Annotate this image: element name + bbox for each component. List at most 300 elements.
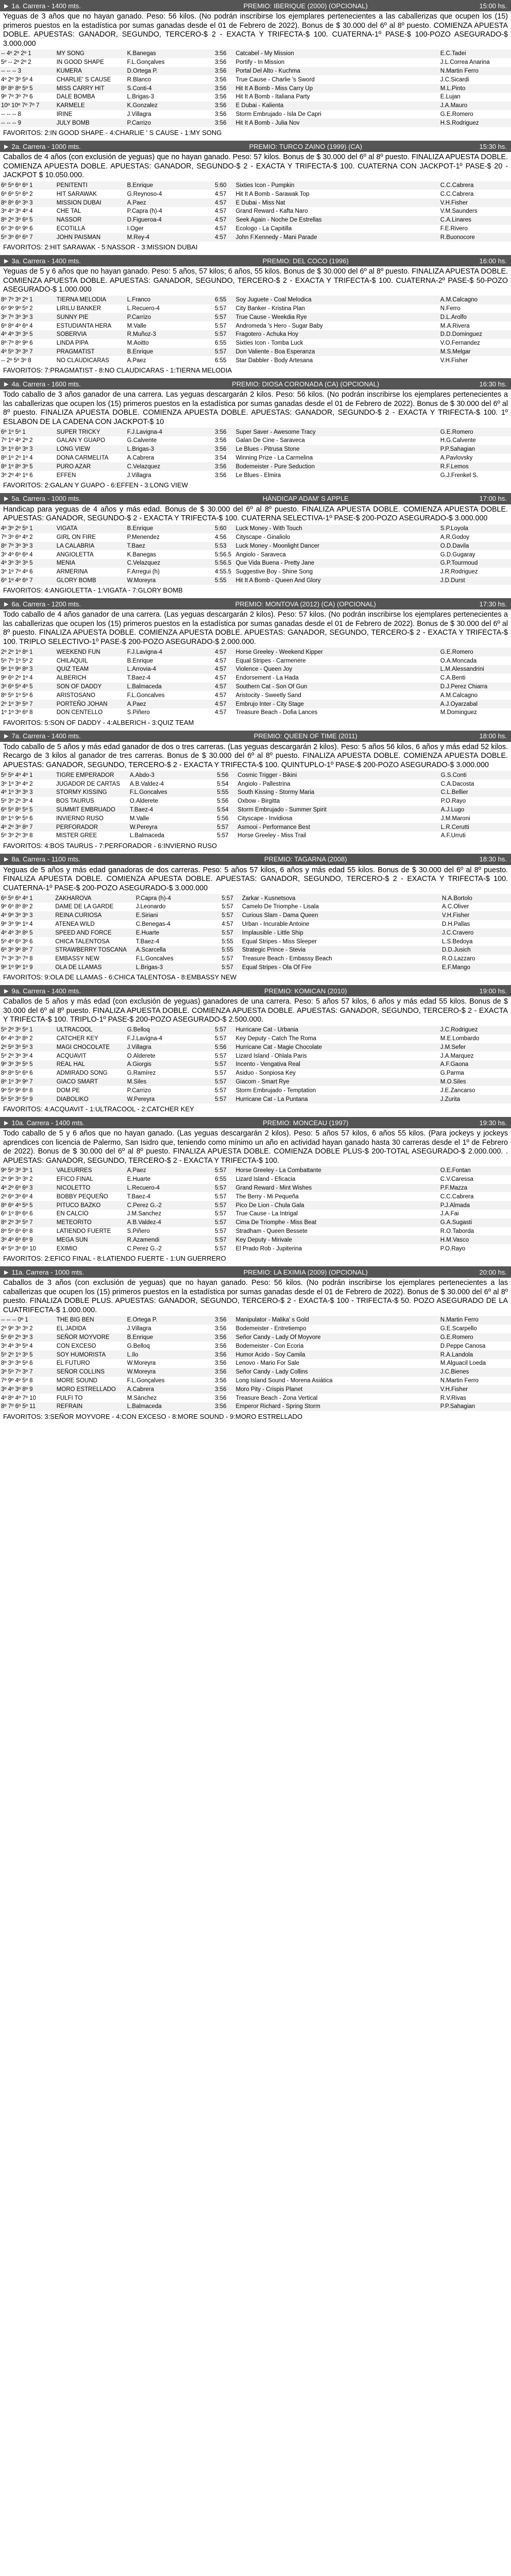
age-weight: 5:57 bbox=[214, 1235, 234, 1244]
trainer: H.M.Vasco bbox=[439, 1235, 511, 1244]
table-row bbox=[0, 963, 511, 972]
age-weight: 5:57 bbox=[216, 823, 236, 832]
recent-form: 3º 4º 3º 4º 4 bbox=[1, 208, 33, 215]
horse-name: MEGA SUN bbox=[56, 1235, 126, 1244]
trainer: P.O.Rayo bbox=[440, 1245, 466, 1252]
age-weight: 4:57 bbox=[214, 665, 234, 674]
recent-form: 8º 1º 8º 3º 5 bbox=[0, 462, 56, 471]
pedigree: Embrujo Inter - City Stage bbox=[235, 700, 439, 708]
race-section bbox=[0, 378, 511, 493]
age-weight: 5:57 bbox=[222, 904, 233, 910]
horse-name: GALAN Y GUAPO bbox=[56, 437, 105, 444]
jockey: O.Alderete bbox=[127, 1053, 156, 1059]
recent-form: 8º 1º 3º 9º 7 bbox=[0, 1078, 56, 1087]
trainer: G.A.Sugasti bbox=[439, 1218, 511, 1227]
race-title: 10a. Carrera - 1400 mts. bbox=[11, 1118, 85, 1127]
pedigree: Horse Greeley - Miss Trail bbox=[237, 833, 306, 839]
pedigree: Bodemeister - Pure Seduction bbox=[235, 462, 439, 471]
age-weight: 5:57 bbox=[222, 956, 233, 962]
trainer: G.E.Romero bbox=[439, 428, 511, 436]
recent-form: 2º 1º 3º 5º 7 bbox=[0, 700, 56, 708]
age-weight: 3:56 bbox=[214, 49, 234, 58]
pedigree: Treasure Beach - Dofia Lances bbox=[235, 709, 318, 716]
favorites: FAVORITOS: 2:IN GOOD SHAPE - 4:CHARLIE ' S CAUSE - 1:MY SONG bbox=[3, 129, 222, 137]
table-row bbox=[0, 674, 511, 683]
favorites: FAVORITOS: 4:ACQUAVIT - 1:ULTRACOOL - 2:CATCHER KEY bbox=[3, 1105, 194, 1113]
pedigree: Emperor Richard - Spring Storm bbox=[235, 1402, 439, 1411]
age-weight: 3:56 bbox=[215, 1378, 227, 1384]
jockey: A.Paez bbox=[126, 700, 214, 708]
trainer: L.R.Cerutti bbox=[440, 823, 511, 832]
pedigree: Hurricane Cat - Urbania bbox=[235, 1026, 439, 1035]
horse-name: BOBBY PEQUEÑO bbox=[56, 1193, 108, 1200]
race-prize: PREMIO: MONTOVA (2012) (CA) (OPCIONAL) bbox=[235, 600, 376, 608]
recent-form: 9º 3º 3º 5º 5 bbox=[0, 1060, 56, 1069]
age-weight: 5:57 bbox=[214, 1166, 234, 1175]
table-row bbox=[0, 708, 511, 717]
race-prize: PREMIO: TURCO ZAINO (1999) (CA) bbox=[249, 142, 362, 150]
recent-form: 5º 3º 2º 3º 4 bbox=[1, 798, 33, 805]
recent-form: 6º 5º 8º 5º 5 bbox=[0, 806, 55, 815]
recent-form: 2º 9º 3º 3º 2 bbox=[1, 1176, 33, 1183]
trainer: V.H.Fisher bbox=[439, 1385, 511, 1394]
recent-form: 6º 9º 9º 5º 2 bbox=[1, 305, 33, 312]
pedigree: Curious Slam - Dama Queen bbox=[241, 911, 441, 920]
age-weight: 5:56 bbox=[214, 1043, 234, 1052]
jockey: B.Enrique bbox=[126, 348, 214, 357]
table-row bbox=[0, 1235, 511, 1244]
age-weight: 4:57 bbox=[214, 683, 234, 691]
trainer: M.A.Rivera bbox=[440, 323, 470, 329]
recent-form: 4º 1º 3º 3º 3 bbox=[0, 788, 55, 797]
table-row bbox=[0, 1201, 511, 1210]
trainer: H.S.Rodriguez bbox=[439, 118, 511, 127]
jockey: L.Recuero-4 bbox=[127, 305, 160, 312]
recent-form: 4º 4º 3º 8º 5 bbox=[0, 928, 54, 937]
recent-form: 3º 4º 6º 6º 9 bbox=[0, 1235, 56, 1244]
jockey: A.B.Valdez-4 bbox=[129, 781, 164, 787]
age-weight: 5:57 bbox=[214, 330, 234, 339]
pedigree: Storm Embrujado - Isla De Capri bbox=[235, 111, 321, 117]
horse-name: REAL HAL bbox=[56, 1060, 126, 1069]
horse-name: NICOLETTO bbox=[56, 1184, 126, 1193]
table-row bbox=[0, 656, 511, 665]
trainer: C.C.Cabrera bbox=[440, 191, 474, 197]
horse-name: CHARLIE' S CAUSE bbox=[56, 76, 111, 83]
jockey: W.Moreyra bbox=[126, 577, 214, 585]
jockey: P.Capra (h)-4 bbox=[135, 894, 221, 903]
age-weight: 6:55 bbox=[215, 357, 227, 364]
table-row bbox=[0, 436, 511, 445]
jockey: R.Blanco bbox=[127, 76, 151, 83]
pedigree: Ecologo - La Capitilla bbox=[235, 226, 292, 232]
age-weight: 5:57 bbox=[214, 313, 234, 321]
favorites: FAVORITOS: 5:SON OF DADDY - 4:ALBERICH - 3:QUIZ TEAM bbox=[3, 718, 194, 726]
jockey: A.Paez bbox=[126, 1166, 214, 1175]
age-weight: 5:56.5 bbox=[215, 551, 232, 558]
horse-name: DONA CARMELITA bbox=[56, 454, 109, 461]
table-row bbox=[0, 101, 511, 110]
table-row bbox=[0, 648, 511, 656]
recent-form: 8º 7º 3º 2º 1 bbox=[0, 296, 56, 304]
age-weight: 4:57 bbox=[215, 191, 227, 197]
horse-name: DOM PE bbox=[56, 1087, 80, 1094]
recent-form: 9º 3º 9º 1º 4 bbox=[1, 921, 33, 928]
age-weight: 5:57 bbox=[215, 305, 227, 312]
table-row bbox=[0, 313, 511, 321]
recent-form: 6º 1º 5º 1 bbox=[0, 428, 56, 436]
trainer: D.J.Perez Chiarra bbox=[439, 683, 511, 691]
jockey: T.Baez-4 bbox=[127, 675, 150, 682]
runners-table bbox=[0, 1166, 511, 1253]
jockey: F.J.Lavigna-4 bbox=[127, 1036, 163, 1042]
pedigree: Equal Stripes - Ola Of Fire bbox=[241, 963, 441, 972]
arrow-icon: ▶ bbox=[4, 143, 9, 150]
recent-form: 3º 1º 6º 3º 3 bbox=[0, 445, 56, 454]
pedigree: Cityscape - Ginaliolo bbox=[235, 534, 291, 541]
jockey: A.B.Valdez-4 bbox=[126, 1218, 214, 1227]
trainer: V.M.Saunders bbox=[440, 208, 478, 215]
age-weight: 3:56 bbox=[214, 445, 234, 454]
trainer: D.D.Dominguez bbox=[439, 330, 511, 339]
age-weight: 5:57 bbox=[214, 348, 234, 357]
horse-name: SUPER TRICKY bbox=[56, 428, 126, 436]
jockey: O.Alderete bbox=[129, 798, 158, 805]
pedigree: Hurricane Cat - Magie Chocolate bbox=[235, 1043, 439, 1052]
jockey: L.Balmaceda bbox=[129, 833, 164, 839]
pedigree: Hurricane Cat - La Puntana bbox=[235, 1095, 439, 1104]
trainer: V.H.Fisher bbox=[440, 357, 468, 364]
table-row bbox=[0, 198, 511, 207]
horse-name: EXIMIO bbox=[56, 1245, 77, 1252]
recent-form: -- -- -- 3 bbox=[0, 67, 56, 76]
jockey: B.Enrique bbox=[126, 1333, 214, 1342]
trainer: M.L.Pinto bbox=[439, 84, 511, 93]
age-weight: 3:56 bbox=[214, 84, 234, 93]
recent-form: 5º 3º 6º 6º 7 bbox=[0, 233, 56, 242]
horse-name: PORTEÑO JOHAN bbox=[56, 700, 126, 708]
age-weight: 5:56 bbox=[216, 771, 236, 779]
table-row bbox=[0, 1402, 511, 1411]
favorites: FAVORITOS: 2:GALAN Y GUAPO - 6:EFFEN - 3:LONG VIEW bbox=[3, 481, 188, 489]
trainer: P.O.Rayo bbox=[440, 798, 466, 805]
pedigree: Lizard Island - Eficacia bbox=[235, 1176, 296, 1183]
jockey: C.Perez G.-2 bbox=[126, 1201, 214, 1210]
trainer: J.C.Sicardi bbox=[440, 76, 469, 83]
table-row bbox=[0, 190, 511, 198]
runners-table bbox=[0, 296, 511, 365]
recent-form: 7º 9º 4º 5º 8 bbox=[1, 1378, 33, 1384]
age-weight: 5:57 bbox=[215, 323, 227, 329]
jockey: M.Rey-4 bbox=[126, 233, 214, 242]
age-weight: 3:56 bbox=[214, 67, 234, 76]
horse-name: EL FUTURO bbox=[56, 1360, 90, 1367]
age-weight: 5:55 bbox=[216, 788, 236, 797]
pedigree: Le Blues - Pitrusa Stone bbox=[235, 445, 439, 454]
table-row bbox=[0, 665, 511, 674]
age-weight: 3:56 bbox=[214, 1333, 234, 1342]
jockey: A.Scarcella bbox=[135, 946, 221, 955]
recent-form: 2º 9º 3º 3º 2 bbox=[1, 1326, 33, 1332]
trainer: V.H.Fisher bbox=[441, 911, 511, 920]
race-conditions: Caballos de 3 años (con exclusión de yeguas) que no hayan ganado. Peso: 56 kilos. (No podrán inscribirse los ejemplares pertenecientes a las caballerizas que ocupen los (15) primeros puestos en la estadística por sumas ganadas desde el 01 de Febrero de 2022). Bonus de $ 30.000 del 6º al 8º puesto. FINALIZA DOBLE PLUS. APUESTAS: GANADOR, SEGUNDO, TERCERO-$ 2 - EXACTA-$ 100 - TRIFECTA-$ 50. POZO ASEGURADO DE LA CUATRIFECTA-$ 1.000.000. bbox=[3, 1279, 508, 1314]
table-row bbox=[0, 330, 511, 339]
table-row bbox=[0, 1385, 511, 1394]
age-weight: 3:56 bbox=[215, 1326, 227, 1332]
recent-form: 9º 1º 9º 1º 9 bbox=[0, 963, 54, 972]
jockey: B.Enrique bbox=[126, 181, 214, 190]
horse-name: METEORITO bbox=[56, 1218, 126, 1227]
age-weight: 5:56.5 bbox=[214, 559, 234, 568]
table-row bbox=[0, 445, 511, 454]
age-weight: 3:56 bbox=[214, 1385, 234, 1394]
pedigree: True Cause - Charlie 's Sword bbox=[235, 76, 315, 83]
recent-form: 3º 6º 5º 4º 5 bbox=[0, 683, 56, 691]
recent-form: 5º 2º 1º 3º 5 bbox=[0, 1350, 56, 1359]
jockey: J.Villagra bbox=[126, 1043, 214, 1052]
recent-form: 4º 9º 3º 3º 3 bbox=[0, 911, 54, 920]
recent-form: -- -- -- 8 bbox=[1, 111, 21, 117]
race-header bbox=[0, 731, 511, 742]
age-weight: 3:56 bbox=[215, 1343, 227, 1349]
jockey: A.Paez bbox=[126, 198, 214, 207]
favorites: FAVORITOS: 9:OLA DE LLAMAS - 6:CHICA TALENTOSA - 8:EMBASSY NEW bbox=[3, 973, 236, 981]
pedigree: Treasure Beach - Zona Vertical bbox=[235, 1395, 318, 1401]
age-weight: 5:57 bbox=[215, 1087, 227, 1094]
race-time: 16:00 hs. bbox=[479, 257, 507, 265]
trainer: A.J.Oyarzabal bbox=[439, 700, 511, 708]
race-section bbox=[0, 1266, 511, 1425]
horse-name: ARMERINA bbox=[56, 569, 88, 575]
pedigree: E Dubai - Miss Nat bbox=[235, 198, 439, 207]
pedigree: Urban - Incurable Antoine bbox=[242, 921, 310, 928]
horse-name: NO CLAUDICARAS bbox=[56, 357, 109, 364]
age-weight: 5:56 bbox=[217, 798, 229, 805]
jockey: F.L.Goncalves bbox=[127, 692, 165, 699]
pedigree: Storm Embrujado - Temptation bbox=[235, 1087, 316, 1094]
horse-name: LIRILU BANKER bbox=[56, 305, 101, 312]
pedigree: Long Island Sound - Morena Asiática bbox=[235, 1378, 333, 1384]
horse-name: MENIA bbox=[56, 559, 126, 568]
table-row bbox=[0, 1316, 511, 1325]
age-weight: 5:55 bbox=[214, 577, 234, 585]
age-weight: 3:56 bbox=[214, 462, 234, 471]
table-row bbox=[0, 920, 511, 929]
age-weight: 5:60 bbox=[214, 181, 234, 190]
pedigree: Implausible - Little Ship bbox=[241, 928, 441, 937]
pedigree: Señor Candy - Lady Of Moyvore bbox=[235, 1333, 439, 1342]
age-weight: 5:57 bbox=[214, 1026, 234, 1035]
pedigree: Giacom - Smart Rye bbox=[235, 1078, 439, 1087]
race-header bbox=[0, 255, 511, 266]
recent-form: 6º 3º 6º 9º 6 bbox=[1, 226, 33, 232]
horse-name: EL JADIDA bbox=[56, 1326, 87, 1332]
trainer: F.E.Rivero bbox=[440, 226, 468, 232]
age-weight: 6:55 bbox=[215, 1176, 227, 1183]
age-weight: 3:56 bbox=[214, 428, 234, 436]
age-weight: 4:57 bbox=[215, 675, 227, 682]
jockey: E.Huarte bbox=[135, 928, 221, 937]
pedigree: Luck Money - With Touch bbox=[235, 524, 439, 533]
age-weight: 3:56 bbox=[214, 101, 234, 110]
horse-name: IRINE bbox=[56, 111, 73, 117]
recent-form: 8º 8º 6º 3º 3 bbox=[0, 198, 56, 207]
table-row bbox=[0, 788, 511, 797]
race-header bbox=[0, 1266, 511, 1278]
jockey: L.Recuero-4 bbox=[126, 1184, 214, 1193]
recent-form: 3º 1º 7º 4º 6 bbox=[1, 569, 33, 575]
pedigree: Winning Prize - La Carmelina bbox=[235, 454, 313, 461]
race-conditions: Yeguas de 5 años y más edad ganadoras de dos carreras. Peso: 5 años 57 kilos, 6 años y más edad 55 kilos. Bonus de $ 30.000 del 6º al 8º puesto. FINALIZA APUESTA DOBLE. COMIENZA APUESTA DOBLE. APUESTAS: GANADOR, SEGUNDO, TERCERO-$ 2 - EXACTA Y TRIFECTA-$ 100. CUATERNA-1º PASE-$ 200-POZO ASEGURADO-$ 3.000.000 bbox=[3, 866, 508, 892]
table-row bbox=[0, 1325, 511, 1333]
trainer: J.C.Rodriguez bbox=[439, 1026, 511, 1035]
trainer: C.C.Cabrera bbox=[439, 181, 511, 190]
race-conditions: Caballos de 4 años (con exclusión de yeguas) que no hayan ganado. Peso: 57 kilos. Bonus de $ 30.000 del 6º al 8º puesto. FINALIZA APUESTA DOBLE. COMIENZA APUESTA DOBLE. APUESTAS: GANADOR, SEGUNDO-$ 2 - EXACTA Y TRIFECTA-$ 100. CUATERNA CON JACKPOT-1º PASE-$ 20 - JACKPOT $ 10.050.000. bbox=[3, 153, 508, 180]
trainer: C.V.Caressa bbox=[440, 1176, 473, 1183]
age-weight: 5:60 bbox=[214, 524, 234, 533]
jockey: M.Aoitto bbox=[127, 340, 149, 347]
recent-form: 7º 3º 3º 7º 8 bbox=[1, 956, 33, 962]
table-row bbox=[0, 75, 511, 84]
arrow-icon: ▶ bbox=[4, 3, 9, 9]
arrow-icon: ▶ bbox=[4, 381, 9, 387]
trainer: J.L.Correa Anarina bbox=[440, 59, 490, 66]
trainer: C.A.Dacosta bbox=[440, 781, 474, 787]
favorites: FAVORITOS: 4:ANGIOLETTA - 1:VIGATA - 7:GLORY BOMB bbox=[3, 586, 183, 595]
horse-name: ZAKHAROVA bbox=[54, 894, 134, 903]
horse-name: WEEKEND FUN bbox=[56, 648, 126, 656]
age-weight: 5:56 bbox=[217, 815, 229, 822]
jockey: L.Franco bbox=[126, 296, 214, 304]
recent-form: 8º 6º 4º 5º 5 bbox=[0, 1201, 56, 1210]
runners-table bbox=[0, 181, 511, 242]
horse-name: REFRAIN bbox=[56, 1402, 126, 1411]
trainer: P.P.Sahagian bbox=[439, 1402, 511, 1411]
horse-name: SOBERVIA bbox=[56, 330, 126, 339]
age-weight: 4:57 bbox=[214, 233, 234, 242]
recent-form: 9º 1º 9º 8º 3 bbox=[0, 665, 56, 674]
pedigree: Angiolo - Pallestrina bbox=[237, 781, 291, 787]
jockey: F.J.Lavigna-4 bbox=[126, 428, 214, 436]
trainer: R.Buonocore bbox=[439, 233, 511, 242]
table-row bbox=[0, 1359, 511, 1368]
recent-form: 8º 7º 3º 3º 3 bbox=[0, 542, 56, 551]
age-weight: 5:57 bbox=[215, 1053, 227, 1059]
jockey: P.Menendez bbox=[127, 534, 160, 541]
trainer: N.Martin Ferro bbox=[440, 1378, 479, 1384]
jockey: L.Balmaceda bbox=[126, 683, 214, 691]
trainer: G.P.Tourmoud bbox=[439, 559, 511, 568]
age-weight: 5:57 bbox=[220, 928, 241, 937]
horse-name: VALEURRES bbox=[56, 1166, 126, 1175]
race-time: 18:00 hs. bbox=[479, 732, 507, 740]
race-time: 15:30 hs. bbox=[479, 142, 507, 150]
race-prize: PREMIO: DEL COCO (1996) bbox=[262, 257, 349, 265]
horse-name: CHILAQUIL bbox=[56, 657, 88, 664]
horse-name: ARISTOSANO bbox=[56, 692, 95, 699]
age-weight: 5:57 bbox=[214, 1218, 234, 1227]
horse-name: CON EXCESO bbox=[56, 1343, 96, 1349]
recent-form: 5º 6º 2º 3º 3 bbox=[0, 1333, 56, 1342]
trainer: M.E.Lombardo bbox=[440, 1036, 480, 1042]
recent-form: 5º 4º 6º 3º 6 bbox=[1, 938, 33, 945]
table-row bbox=[0, 946, 511, 955]
recent-form: 1º 1º 3º 6º 8 bbox=[1, 709, 33, 716]
horse-name: LA CALABRIA bbox=[56, 542, 126, 551]
table-row bbox=[0, 118, 511, 127]
table-row bbox=[0, 110, 511, 119]
runners-table bbox=[0, 1026, 511, 1104]
jockey: R.Azamendi bbox=[126, 1235, 214, 1244]
pedigree: Storm Embrujado - Summer Spirit bbox=[236, 806, 439, 815]
pedigree: Equal Stripes - Miss Sleeper bbox=[242, 938, 317, 945]
race-title: 6a. Carrera - 1200 mts. bbox=[11, 600, 81, 608]
age-weight: 5:57 bbox=[214, 1201, 234, 1210]
arrow-icon: ▶ bbox=[4, 733, 9, 740]
recent-form: 5º -- 2º 2º 2 bbox=[1, 59, 31, 66]
table-row bbox=[0, 903, 511, 911]
horse-name: ESTUDIANTA HERA bbox=[56, 323, 112, 329]
race-section bbox=[0, 0, 511, 141]
pedigree: Luck Money - Moonlight Dancer bbox=[235, 542, 439, 551]
recent-form: -- -- -- 9 bbox=[0, 118, 56, 127]
horse-name: GIACO SMART bbox=[56, 1078, 126, 1087]
pedigree: Oxbow - Birgitta bbox=[237, 798, 280, 805]
horse-name: JULY BOMB bbox=[56, 118, 126, 127]
race-time: 19:30 hs. bbox=[479, 1118, 507, 1127]
horse-name: MAGI CHOCOLATE bbox=[56, 1043, 126, 1052]
recent-form: 3º 4º 3º 8º 9 bbox=[0, 1385, 56, 1394]
jockey: L.Arrovia-4 bbox=[126, 665, 214, 674]
race-header bbox=[0, 0, 511, 11]
table-row bbox=[0, 225, 511, 233]
arrow-icon: ▶ bbox=[4, 496, 9, 502]
recent-form: 3º 2º 4º 1º 6 bbox=[1, 472, 33, 479]
trainer: A.J.Lugo bbox=[440, 806, 511, 815]
age-weight: 4:57 bbox=[215, 692, 227, 699]
horse-name: DIABOLIKO bbox=[56, 1095, 126, 1104]
trainer: A.C.Oliver bbox=[441, 904, 469, 910]
jockey: L.Balmaceda bbox=[126, 1402, 214, 1411]
recent-form: 7º 1º 4º 2º 2 bbox=[1, 437, 33, 444]
jockey: A.Cabrera bbox=[127, 454, 155, 461]
table-row bbox=[0, 823, 511, 832]
pedigree: Horse Greeley - La Combattante bbox=[235, 1166, 439, 1175]
table-row bbox=[0, 181, 511, 190]
recent-form: 8º 1º 2º 1º 4 bbox=[1, 454, 33, 461]
recent-form: 6º 1º 8º 6º 6 bbox=[1, 1211, 33, 1217]
recent-form: 8º 2º 3º 6º 5 bbox=[0, 216, 56, 225]
age-weight: 3:56 bbox=[215, 76, 227, 83]
trainer: J.M.Maroni bbox=[440, 815, 470, 822]
age-weight: 3:56 bbox=[215, 1360, 227, 1367]
horse-name: LINDA PIPA bbox=[56, 340, 89, 347]
pedigree: Hit It A Bomb - Sarawak Top bbox=[235, 191, 310, 197]
table-row bbox=[0, 321, 511, 330]
jockey: W.Moreyra bbox=[126, 1368, 214, 1377]
horse-name: CHE TAL bbox=[56, 208, 81, 215]
jockey: K.Banegas bbox=[126, 49, 214, 58]
jockey: L.Brigas-3 bbox=[126, 445, 214, 454]
table-row bbox=[0, 524, 511, 533]
pedigree: Hit It A Bomb - Italiana Party bbox=[235, 94, 310, 100]
race-conditions: Todo caballo de 4 años ganador de una carrera. (Las yeguas descargarán 2 kilos). Peso: 57 kilos. (No podrán inscribirse los ejemplares pertenecientes a las caballerizas que ocupen los (15) primeros puestos en la estadística por sumas ganadas desde el 01 de Febrero de 2022). Bonus de $ 30.000 del 6º al 8º puesto. FINALIZA APUESTA DOBLE. COMIENZA APUESTA DOBLE. APUESTAS: GANADOR, SEGUNDO, TERCERO-$ 2 - EXACTA Y TRIFECTA-$ 100. TRIPLO SELECTIVO-1º PASE-$ 200-POZO ASEGURADO-$ 2.000.000. bbox=[3, 611, 508, 646]
pedigree: Hit It A Bomb - Julia Nov bbox=[235, 118, 439, 127]
horse-name: PENITENTI bbox=[56, 181, 126, 190]
recent-form: 8º 5º 1º 5º 6 bbox=[1, 692, 33, 699]
recent-form: 9º 5º 3º 3º 1 bbox=[0, 1166, 56, 1175]
age-weight: 5:57 bbox=[214, 1095, 234, 1104]
